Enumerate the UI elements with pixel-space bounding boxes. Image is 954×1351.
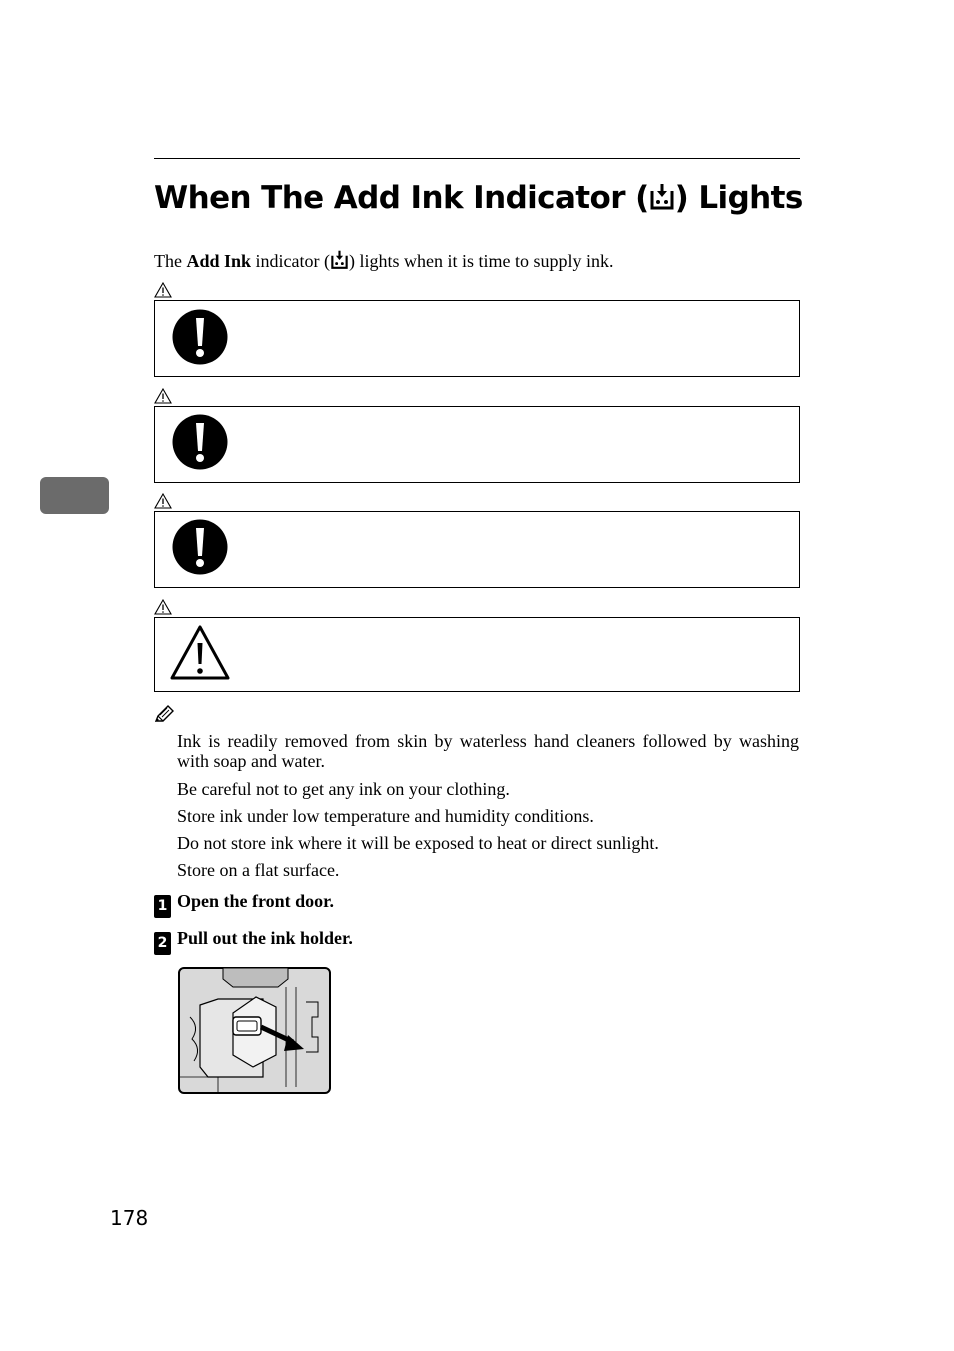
- chapter-tab: [40, 477, 109, 514]
- title-text-end: ) Lights: [674, 180, 803, 216]
- top-rule: [154, 158, 800, 159]
- notes-list: [177, 731, 799, 880]
- add-ink-icon: [649, 183, 675, 219]
- page-number: 178: [110, 1206, 149, 1230]
- warning-triangle-icon: [154, 493, 172, 509]
- note-item: Do not store ink where it will be exposed to heat or direct sunlight.: [177, 833, 659, 853]
- add-ink-label: Add Ink: [186, 251, 252, 271]
- step-text: Pull out the ink holder.: [177, 928, 353, 948]
- mandatory-action-icon: [171, 518, 229, 576]
- mandatory-action-icon: [171, 413, 229, 471]
- note-pencil-icon: [154, 705, 174, 723]
- note-item: Be careful not to get any ink on your clothing.: [177, 779, 510, 799]
- step-1: [154, 891, 334, 918]
- page-title: [154, 180, 803, 219]
- mandatory-action-icon: [171, 308, 229, 366]
- note-item: Ink is readily removed from skin by waterless hand cleaners followed by washing with soap and water.: [177, 731, 799, 771]
- warning-triangle-icon: [154, 388, 172, 404]
- ink-holder-illustration: [178, 967, 331, 1095]
- note-item: Store on a flat surface.: [177, 860, 340, 880]
- add-ink-icon: [330, 250, 349, 275]
- title-text-start: When The Add Ink Indicator (: [154, 180, 649, 216]
- step-number-badge: 2: [154, 932, 171, 955]
- step-text: Open the front door.: [177, 891, 335, 911]
- step-2: [154, 928, 353, 955]
- caution-box: [154, 617, 800, 692]
- caution-icon: [169, 624, 231, 682]
- intro-paragraph: The Add Ink indicator ( ) lights when it is time to supply ink.: [154, 250, 614, 275]
- warning-box: [154, 406, 800, 483]
- warning-triangle-icon: [154, 599, 172, 615]
- note-item: Store ink under low temperature and humidity conditions.: [177, 806, 594, 826]
- warning-box: [154, 300, 800, 377]
- warning-triangle-icon: [154, 282, 172, 298]
- step-number-badge: 1: [154, 895, 171, 918]
- warning-box: [154, 511, 800, 588]
